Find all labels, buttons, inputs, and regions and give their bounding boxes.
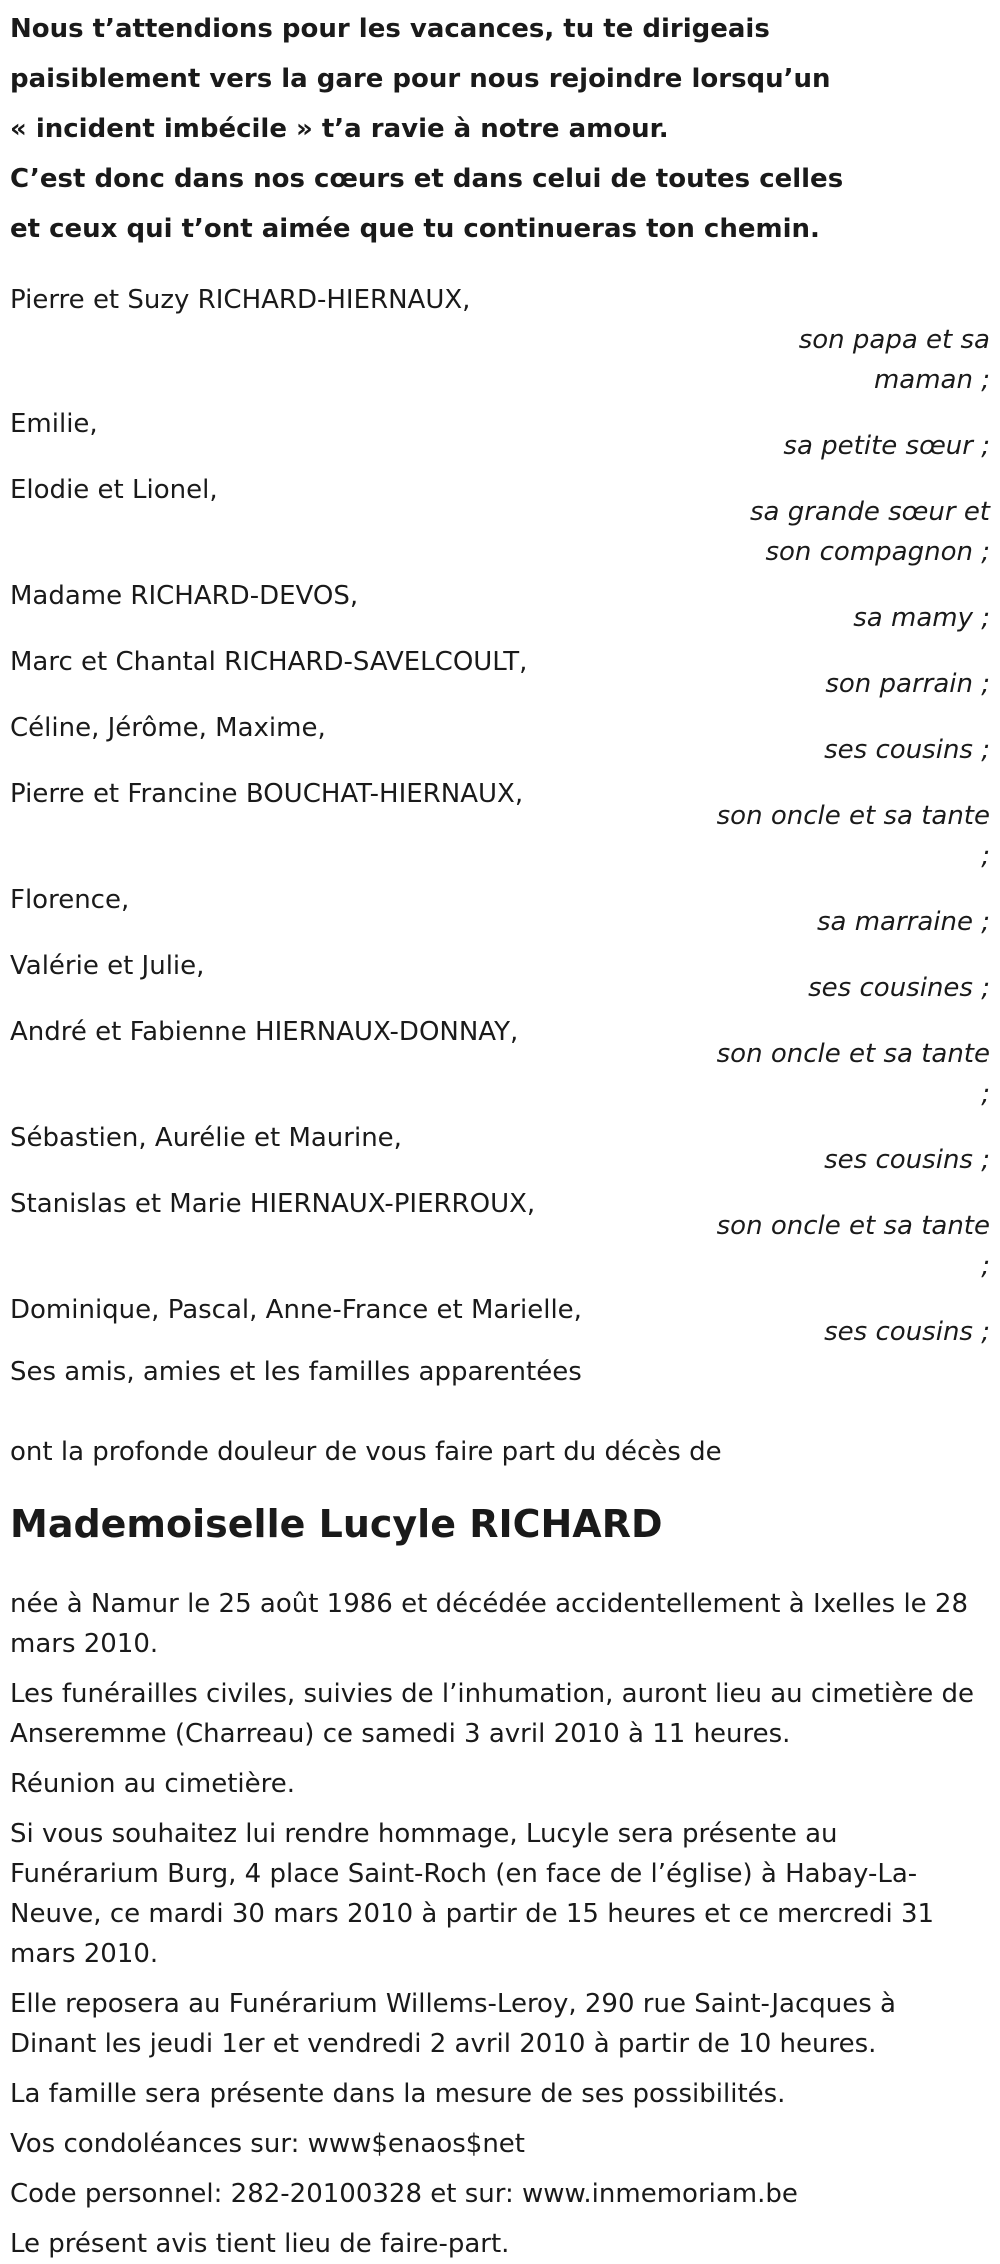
family-name: Emilie, bbox=[10, 409, 98, 439]
family-list bbox=[10, 280, 990, 1392]
family-entry bbox=[10, 880, 990, 942]
family-relation: sa mamy ; bbox=[853, 603, 990, 633]
family-relation: son oncle et sa tante ; bbox=[716, 1211, 990, 1281]
family-relation: ses cousins ; bbox=[824, 1145, 990, 1175]
detail-paragraph: Le présent avis tient lieu de faire-part. bbox=[10, 2229, 510, 2259]
intro-line: C’est donc dans nos cœurs et dans celui de toutes celles bbox=[10, 164, 844, 194]
detail-paragraph: Vos condoléances sur: www$enaos$net bbox=[10, 2129, 525, 2159]
intro-quote bbox=[10, 4, 990, 254]
detail-paragraph: La famille sera présente dans la mesure de ses possibilités. bbox=[10, 2079, 786, 2109]
family-relation: ses cousins ; bbox=[824, 735, 990, 765]
family-relation: son parrain ; bbox=[825, 669, 990, 699]
funeral-details bbox=[10, 1584, 990, 2264]
family-name: Madame RICHARD-DEVOS, bbox=[10, 581, 359, 611]
family-name: Florence, bbox=[10, 885, 130, 915]
intro-line: « incident imbécile » t’a ravie à notre amour. bbox=[10, 114, 669, 144]
family-relation: son oncle et sa tante ; bbox=[716, 1039, 990, 1109]
announcement: ont la profonde douleur de vous faire part du décès de bbox=[10, 1437, 722, 1467]
family-relation: sa grande sœur et son compagnon ; bbox=[750, 497, 991, 567]
detail-paragraph: Elle reposera au Funérarium Willems-Leroy, 290 rue Saint-Jacques à Dinant les jeudi 1er et vendredi 2 avril 2010 à partir de 10 heures. bbox=[10, 1989, 896, 2059]
family-name: Pierre et Suzy RICHARD-HIERNAUX, bbox=[10, 285, 471, 315]
deceased-name: Mademoiselle Lucyle RICHARD bbox=[10, 1502, 663, 1546]
family-name: Sébastien, Aurélie et Maurine, bbox=[10, 1123, 402, 1153]
intro-line: et ceux qui t’ont aimée que tu continueras ton chemin. bbox=[10, 214, 820, 244]
detail-paragraph: Les funérailles civiles, suivies de l’inhumation, auront lieu au cimetière de Anseremme (Charreau) ce samedi 3 avril 2010 à 11 heures. bbox=[10, 1679, 975, 1749]
detail-paragraph: née à Namur le 25 août 1986 et décédée accidentellement à Ixelles le 28 mars 2010. bbox=[10, 1589, 969, 1659]
family-relation: sa marraine ; bbox=[816, 907, 990, 937]
family-entry bbox=[10, 774, 990, 876]
family-entry bbox=[10, 1012, 990, 1114]
detail-paragraph: Code personnel: 282-20100328 et sur: www.inmemoriam.be bbox=[10, 2179, 798, 2209]
family-entry bbox=[10, 1290, 990, 1352]
family-name: Valérie et Julie, bbox=[10, 951, 205, 981]
family-name: André et Fabienne HIERNAUX-DONNAY, bbox=[10, 1017, 519, 1047]
family-name: Marc et Chantal RICHARD-SAVELCOULT, bbox=[10, 647, 528, 677]
family-name: Elodie et Lionel, bbox=[10, 475, 218, 505]
family-entry bbox=[10, 642, 990, 704]
family-entry bbox=[10, 1118, 990, 1180]
detail-paragraph: Si vous souhaitez lui rendre hommage, Lucyle sera présente au Funérarium Burg, 4 place Saint-Roch (en face de l’église) à Habay-La-Neuve, ce mardi 30 mars 2010 à partir de 15 heures et ce mercredi 31 mars 2010. bbox=[10, 1819, 935, 1969]
family-name: Stanislas et Marie HIERNAUX-PIERROUX, bbox=[10, 1189, 536, 1219]
family-entry bbox=[10, 404, 990, 466]
family-relation: sa petite sœur ; bbox=[783, 431, 990, 461]
family-relation: son papa et sa maman ; bbox=[798, 325, 990, 395]
family-entry bbox=[10, 1184, 990, 1286]
family-entry bbox=[10, 280, 990, 400]
family-entry bbox=[10, 470, 990, 572]
family-relation: ses cousins ; bbox=[824, 1317, 990, 1347]
family-relation: ses cousines ; bbox=[808, 973, 990, 1003]
family-name: Céline, Jérôme, Maxime, bbox=[10, 713, 326, 743]
detail-paragraph: Réunion au cimetière. bbox=[10, 1769, 296, 1799]
intro-line: paisiblement vers la gare pour nous rejoindre lorsqu’un bbox=[10, 64, 831, 94]
intro-line: Nous t’attendions pour les vacances, tu te dirigeais bbox=[10, 14, 770, 44]
friends-line: Ses amis, amies et les familles apparentées bbox=[10, 1357, 582, 1387]
family-name: Pierre et Francine BOUCHAT-HIERNAUX, bbox=[10, 779, 524, 809]
family-entry bbox=[10, 576, 990, 638]
family-entry bbox=[10, 946, 990, 1008]
family-name: Dominique, Pascal, Anne-France et Marielle, bbox=[10, 1295, 582, 1325]
family-relation: son oncle et sa tante ; bbox=[716, 801, 990, 871]
family-entry bbox=[10, 708, 990, 770]
